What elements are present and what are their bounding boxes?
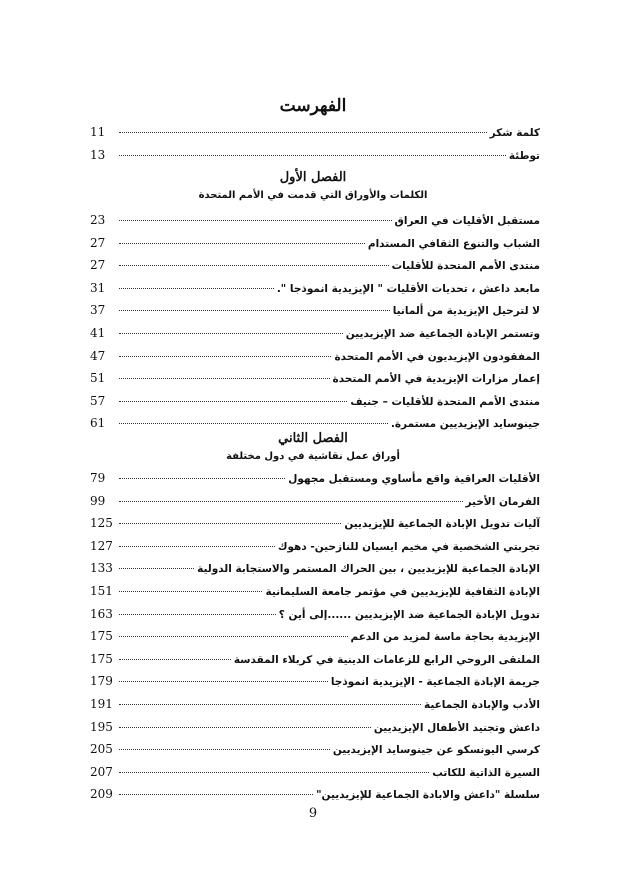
toc-entry[interactable] — [90, 490, 540, 513]
dot-leader — [119, 333, 343, 334]
dot-leader — [119, 288, 274, 289]
chapter1-heading: الفصل الأول — [279, 170, 347, 185]
toc-entry-page: 133 — [90, 561, 113, 576]
chapter2-subheading: أوراق عمل نقاشية في دول مختلفة — [226, 451, 400, 462]
toc-entry-title: إعمار مزارات الإيزيدية في الأمم المتحدة — [332, 373, 540, 386]
toc-entry[interactable] — [90, 557, 540, 580]
toc-entry-page: 41 — [90, 325, 106, 340]
dot-leader — [119, 727, 371, 728]
toc-entry[interactable] — [90, 467, 540, 490]
toc-entry-title: توطئة — [508, 149, 540, 162]
toc-entry[interactable] — [90, 738, 540, 761]
dot-leader — [119, 243, 365, 244]
toc-entry-page: 207 — [90, 764, 113, 779]
toc-entry-page: 47 — [90, 348, 106, 363]
toc-entry-title: سلسلة "داعش والابادة الجماعية للإيزيديين" — [316, 789, 540, 802]
dot-leader — [119, 501, 463, 502]
toc-entry[interactable] — [90, 367, 540, 390]
dot-leader — [119, 356, 331, 357]
toc-entry-title: تجربتي الشخصية في مخيم ايسيان للنازحين- دهوك — [277, 540, 540, 553]
dot-leader — [119, 568, 194, 569]
toc-entry-title: وتستمر الإبادة الجماعية ضد الإيزيديين — [345, 327, 540, 340]
page-title: الفهرست — [279, 96, 347, 116]
chapter2-heading: الفصل الثاني — [278, 431, 348, 446]
page-number: 9 — [308, 806, 318, 821]
dot-leader — [119, 749, 330, 750]
toc-entry-title: الفرمان الأخير — [465, 495, 540, 508]
toc-entry-title: الأدب والإبادة الجماعية — [423, 698, 540, 711]
toc-entry[interactable] — [90, 648, 540, 671]
dot-leader — [119, 265, 389, 266]
toc-entry-title: كلمة شكر — [489, 127, 540, 139]
dot-leader — [119, 546, 275, 547]
dot-leader — [119, 478, 285, 479]
chapter1-toc-list — [90, 209, 540, 435]
toc-entry[interactable] — [90, 345, 540, 368]
dot-leader — [119, 310, 390, 311]
intro-toc-list — [90, 121, 540, 166]
toc-entry-title: الإبادة الثقافية للإيزيديين في مؤتمر جامعة السليمانية — [265, 585, 540, 598]
toc-entry-page: 163 — [90, 606, 113, 621]
toc-entry[interactable] — [90, 512, 540, 535]
toc-entry-page: 31 — [90, 280, 106, 295]
toc-entry-page: 23 — [90, 213, 106, 227]
toc-entry[interactable] — [90, 144, 540, 167]
toc-entry-title: جينوسايد الإيزيديين مستمرة. — [390, 418, 540, 431]
toc-entry[interactable] — [90, 625, 540, 648]
toc-entry-title: الإيزيدية بحاجة ماسة لمزيد من الدعم — [350, 631, 540, 644]
toc-entry-title: تدويل الإبادة الجماعية ضد الإيزيديين ......إلى أين ؟ — [278, 608, 540, 621]
toc-entry-page: 57 — [90, 393, 106, 408]
toc-entry-title: المفقودون الإيزيديون في الأمم المتحدة — [334, 350, 540, 363]
toc-entry-page: 195 — [90, 719, 113, 734]
toc-entry-page: 179 — [90, 674, 113, 689]
toc-entry-page: 27 — [90, 235, 106, 250]
toc-entry[interactable] — [90, 322, 540, 345]
dot-leader — [119, 155, 506, 156]
toc-entry-title: آليات تدويل الإبادة الجماعية للإيزيديين — [344, 518, 540, 531]
dot-leader — [119, 704, 421, 705]
toc-entry-title: الإبادة الجماعية للإيزيديين ، بين الحراك المستمر والاستجابة الدولية — [197, 563, 540, 576]
toc-entry[interactable] — [90, 254, 540, 277]
toc-entry-title: منتدى الأمم المتحدة للأقليات – جنيف — [350, 395, 540, 408]
toc-entry-title: منتدى الأمم المتحدة للأقليات — [391, 260, 540, 273]
dot-leader — [119, 220, 392, 221]
toc-entry-page: 209 — [90, 787, 113, 802]
toc-entry-title: مابعد داعش ، تحديات الأقليات " الإيزيدية انموذجا ". — [276, 282, 540, 295]
dot-leader — [119, 423, 388, 424]
toc-entry[interactable] — [90, 535, 540, 558]
toc-entry-title: الشباب والتنوع الثقافي المستدام — [367, 237, 540, 250]
toc-entry[interactable] — [90, 580, 540, 603]
chapter1-subheading: الكلمات والأوراق التي قدمت في الأمم المتحدة — [198, 190, 428, 201]
toc-entry-page: 37 — [90, 303, 106, 318]
toc-entry-page: 99 — [90, 493, 106, 508]
toc-entry-page: 79 — [90, 471, 106, 485]
dot-leader — [119, 523, 341, 524]
dot-leader — [119, 659, 231, 660]
toc-entry-title: كرسي اليونسكو عن جينوسايد الإيزيديين — [332, 744, 540, 757]
toc-entry[interactable] — [90, 783, 540, 806]
toc-entry-title: السيرة الذاتية للكاتب — [432, 766, 540, 779]
toc-entry[interactable] — [90, 693, 540, 716]
dot-leader — [119, 378, 330, 379]
toc-entry[interactable] — [90, 716, 540, 739]
toc-entry-page: 51 — [90, 371, 106, 386]
toc-entry[interactable] — [90, 277, 540, 300]
toc-entry-page: 175 — [90, 629, 113, 644]
dot-leader — [119, 772, 429, 773]
dot-leader — [119, 591, 262, 592]
toc-entry[interactable] — [90, 603, 540, 626]
toc-entry-title: مستقبل الأقليات في العراق — [394, 215, 540, 227]
toc-entry-page: 11 — [90, 125, 106, 139]
toc-entry-page: 13 — [90, 147, 106, 162]
toc-entry-title: داعش وتجنيد الأطفال الإيزيديين — [373, 721, 540, 734]
toc-entry-page: 27 — [90, 258, 106, 273]
toc-entry[interactable] — [90, 299, 540, 322]
toc-entry[interactable] — [90, 761, 540, 784]
dot-leader — [119, 681, 328, 682]
dot-leader — [119, 614, 276, 615]
toc-entry-page: 205 — [90, 742, 113, 757]
toc-entry[interactable] — [90, 232, 540, 255]
toc-entry[interactable] — [90, 209, 540, 232]
toc-entry-page: 191 — [90, 696, 113, 711]
dot-leader — [119, 794, 313, 795]
chapter2-toc-list — [90, 467, 540, 806]
toc-entry-page: 127 — [90, 538, 113, 553]
toc-entry-title: لا لترحيل الإيزيدية من ألمانيا — [392, 305, 540, 318]
dot-leader — [119, 132, 487, 133]
toc-entry[interactable] — [90, 121, 540, 144]
toc-entry-page: 151 — [90, 583, 113, 598]
toc-entry-page: 175 — [90, 651, 113, 666]
dot-leader — [119, 636, 348, 637]
toc-entry-page: 125 — [90, 516, 113, 531]
toc-entry[interactable] — [90, 390, 540, 413]
toc-entry-title: الملتقى الروحي الرابع للزعامات الدينية في كربلاء المقدسة — [233, 653, 540, 666]
dot-leader — [119, 401, 347, 402]
toc-entry-page: 61 — [90, 416, 106, 431]
toc-entry-title: الأقليات العراقية واقع مأساوي ومستقبل مجهول — [288, 473, 540, 485]
toc-entry-title: جريمة الإبادة الجماعية - الإيزيدية انموذجا — [330, 676, 540, 689]
toc-entry[interactable] — [90, 670, 540, 693]
